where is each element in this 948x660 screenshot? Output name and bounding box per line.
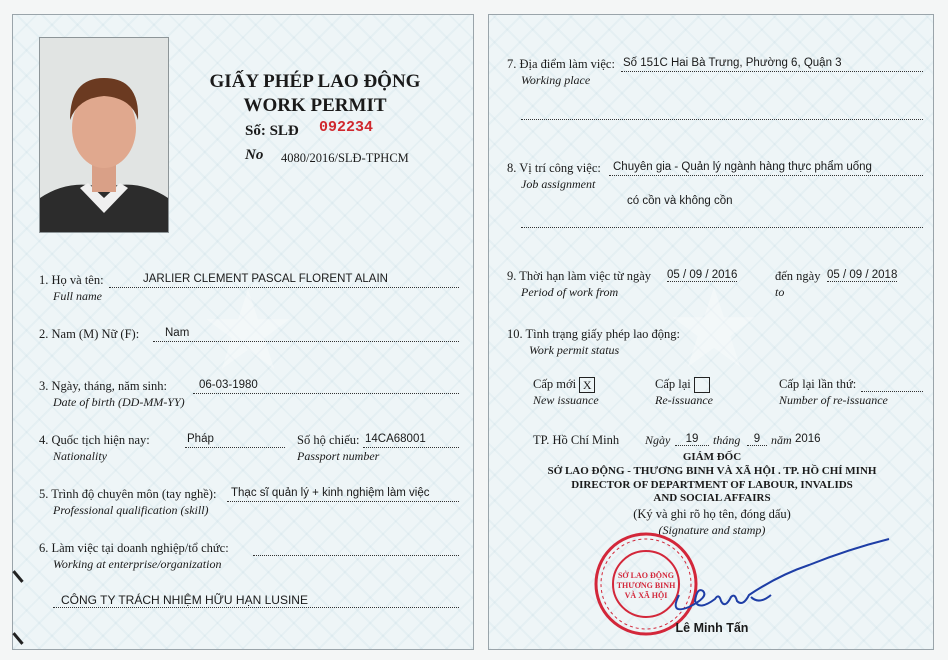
- scan-mark: [12, 632, 23, 645]
- issue-month: 9: [747, 433, 767, 446]
- field-period-to-label: đến ngày: [775, 269, 821, 283]
- field-period-label: 9. Thời hạn làm việc từ ngày: [507, 269, 652, 283]
- stamp-text: SỞ LAO ĐỘNG THƯƠNG BINH VÀ XÃ HỘI: [616, 571, 676, 600]
- new-issuance-checkbox[interactable]: X: [579, 377, 595, 393]
- field-passport-label: Số hộ chiếu:: [297, 433, 360, 447]
- holder-photo: [39, 37, 169, 233]
- field-name-en: Full name: [53, 289, 102, 303]
- field-enterprise-label: 6. Làm việc tại doanh nghiệp/tổ chức:: [39, 541, 229, 555]
- field-nationality-label: 4. Quốc tịch hiện nay:: [39, 433, 150, 447]
- field-dob-value: 06-03-1980: [199, 379, 258, 391]
- re-issuance-checkbox[interactable]: [694, 377, 710, 393]
- issue-year: 2016: [795, 433, 821, 445]
- so-label: Số: SLĐ: [245, 123, 299, 139]
- field-enterprise-value: CÔNG TY TRÁCH NHIỆM HỮU HẠN LUSINE: [61, 593, 308, 607]
- re-issuance: [655, 377, 710, 393]
- field-status-en: Work permit status: [529, 343, 620, 357]
- issue-day-label: Ngày: [645, 433, 671, 447]
- field-status-label: 10. Tình trạng giấy phép lao động:: [507, 327, 681, 341]
- re-issuance-en: Re-issuance: [655, 393, 713, 407]
- watermark-star-icon: [203, 285, 293, 375]
- field-nationality-value: Pháp: [187, 433, 214, 445]
- permit-number: 4080/2016/SLĐ-TPHCM: [281, 151, 409, 165]
- renum-en: Number of re-issuance: [779, 393, 888, 407]
- re-issuance-label: Cấp lại: [655, 377, 691, 391]
- field-job-en: Job assignment: [521, 177, 596, 191]
- field-period-to-en: to: [775, 285, 785, 299]
- issue-city: TP. Hồ Chí Minh: [533, 433, 620, 447]
- field-qualification-value: Thạc sĩ quản lý + kinh nghiệm làm việc: [231, 487, 430, 499]
- field-name-label: 1. Họ và tên:: [39, 273, 104, 287]
- field-dob-label: 3. Ngày, tháng, năm sinh:: [39, 379, 167, 393]
- permit-right-page: [488, 14, 934, 650]
- director-title: GIÁM ĐỐC: [682, 451, 742, 463]
- signature-icon: [659, 535, 899, 625]
- permit-left-page: [12, 14, 474, 650]
- field-place-en: Working place: [521, 73, 591, 87]
- issue-year-label: năm: [771, 433, 792, 447]
- renum-label: Cấp lại lần thứ:: [779, 377, 857, 391]
- issue-month-label: tháng: [713, 433, 741, 447]
- new-issuance: [533, 377, 595, 393]
- field-dob-en: Date of birth (DD-MM-YY): [53, 395, 185, 409]
- field-qualification-en: Professional qualification (skill): [53, 503, 209, 517]
- field-qualification-label: 5. Trình độ chuyên môn (tay nghề):: [39, 487, 217, 501]
- department-en-2: AND SOCIAL AFFAIRS: [653, 492, 771, 504]
- field-job-label: 8. Vị trí công việc:: [507, 161, 601, 175]
- department-vn: SỞ LAO ĐỘNG - THƯƠNG BINH VÀ XÃ HỘI . TP. HỒ CHÍ MINH: [547, 465, 877, 477]
- field-enterprise-en: Working at enterprise/organization: [53, 557, 222, 571]
- scan-mark: [12, 570, 23, 583]
- new-issuance-label: Cấp mới: [533, 377, 577, 391]
- field-name-value: JARLIER CLEMENT PASCAL FLORENT ALAIN: [143, 273, 388, 285]
- field-job-value: Chuyên gia - Quản lý ngành hàng thực phẩm uống: [613, 161, 872, 173]
- field-sex-value: Nam: [165, 327, 190, 339]
- title-vn: GIẤY PHÉP LAO ĐỘNG: [209, 71, 421, 92]
- new-issuance-en: New issuance: [533, 393, 599, 407]
- field-place-label: 7. Địa điểm làm việc:: [507, 57, 615, 71]
- title-en: WORK PERMIT: [243, 95, 387, 116]
- field-sex-label: 2. Nam (M) Nữ (F):: [39, 327, 140, 341]
- field-period-to: 05 / 09 / 2018: [827, 269, 898, 281]
- department-en-1: DIRECTOR OF DEPARTMENT OF LABOUR, INVALIDS: [571, 479, 853, 491]
- signer-name: Lê Minh Tấn: [675, 621, 749, 635]
- field-nationality-en: Nationality: [53, 449, 107, 463]
- field-job-value-line2: có cồn và không cồn: [627, 195, 733, 207]
- field-period-from: 05 / 09 / 2016: [667, 269, 738, 281]
- field-place-value: Số 151C Hai Bà Trưng, Phường 6, Quận 3: [623, 57, 842, 69]
- no-label: No: [245, 147, 264, 163]
- serial-number: 092234: [319, 119, 374, 136]
- watermark-star-icon: [669, 283, 759, 373]
- sign-instruction-en: (Signature and stamp): [658, 523, 766, 537]
- issue-day: 19: [675, 433, 709, 446]
- sign-instruction-vn: (Ký và ghi rõ họ tên, đóng dấu): [633, 507, 791, 521]
- field-period-en: Period of work from: [521, 285, 619, 299]
- field-passport-value: 14CA68001: [365, 433, 426, 445]
- field-passport-en: Passport number: [297, 449, 380, 463]
